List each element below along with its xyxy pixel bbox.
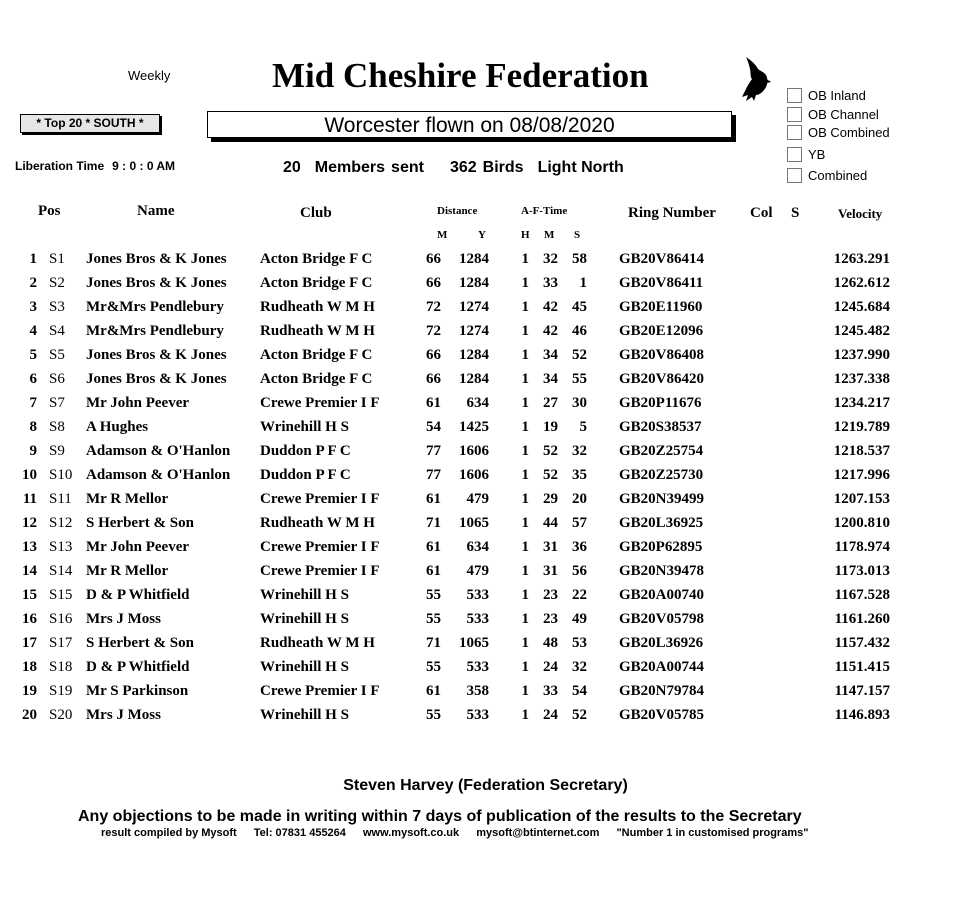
result-velocity: 1245.684 — [833, 299, 890, 315]
result-name: Mrs J Moss — [86, 611, 161, 627]
table-row — [0, 395, 971, 419]
result-distance-y: 533 — [466, 707, 489, 723]
result-velocity: 1157.432 — [834, 635, 890, 651]
result-velocity: 1217.996 — [833, 467, 890, 483]
result-ring: GB20N39478 — [619, 563, 705, 579]
result-aft-m: 31 — [543, 539, 558, 555]
result-velocity: 1146.893 — [834, 707, 890, 723]
credit-email: mysoft@btinternet.com — [476, 827, 600, 839]
result-distance-m: 77 — [426, 467, 441, 483]
result-distance-m: 66 — [426, 251, 441, 267]
result-velocity: 1173.013 — [834, 563, 890, 579]
result-pos: 12 — [22, 515, 37, 531]
result-aft-h: 1 — [521, 635, 529, 651]
table-row — [0, 371, 971, 395]
race-summary — [283, 159, 624, 177]
result-name: Mr R Mellor — [86, 563, 169, 579]
table-row — [0, 299, 971, 323]
result-club: Crewe Premier I F — [260, 395, 380, 411]
result-name: Adamson & O'Hanlon — [86, 443, 231, 459]
result-club: Crewe Premier I F — [260, 491, 380, 507]
option-label: OB Combined — [808, 125, 890, 140]
result-distance-y: 533 — [466, 587, 489, 603]
table-row — [0, 563, 971, 587]
result-aft-h: 1 — [521, 587, 529, 603]
option-combined[interactable] — [787, 168, 867, 183]
result-club: Acton Bridge F C — [260, 251, 373, 267]
result-aft-h: 1 — [521, 539, 529, 555]
result-club: Wrinehill H S — [260, 707, 349, 723]
col-header-distance: Distance — [437, 205, 478, 217]
result-ring: GB20S38537 — [619, 419, 702, 435]
col-header-aft-h: H — [521, 229, 530, 241]
table-row — [0, 323, 971, 347]
option-label: YB — [808, 147, 826, 162]
result-aft-m: 34 — [543, 371, 558, 387]
result-name: S Herbert & Son — [86, 515, 194, 531]
table-row — [0, 683, 971, 707]
col-header-distance-y: Y — [478, 229, 486, 241]
result-aft-m: 23 — [543, 611, 558, 627]
result-distance-m: 55 — [426, 587, 441, 603]
result-ring: GB20V05798 — [619, 611, 705, 627]
result-pos: 14 — [22, 563, 37, 579]
result-velocity: 1245.482 — [833, 323, 890, 339]
result-velocity: 1237.990 — [833, 347, 890, 363]
result-pos: 5 — [29, 347, 37, 363]
result-aft-m: 29 — [543, 491, 558, 507]
result-pos: 15 — [22, 587, 37, 603]
result-aft-h: 1 — [521, 563, 529, 579]
result-name: Jones Bros & K Jones — [86, 275, 227, 291]
col-header-club: Club — [300, 205, 332, 221]
result-aft-h: 1 — [521, 467, 529, 483]
result-distance-m: 55 — [426, 659, 441, 675]
result-velocity: 1234.217 — [833, 395, 890, 411]
result-name: A Hughes — [86, 419, 149, 435]
result-velocity: 1207.153 — [833, 491, 890, 507]
result-aft-h: 1 — [521, 611, 529, 627]
result-seq: S6 — [49, 371, 65, 387]
result-aft-s: 53 — [572, 635, 587, 651]
checkbox-icon[interactable] — [787, 88, 802, 103]
table-row — [0, 635, 971, 659]
result-aft-h: 1 — [521, 371, 529, 387]
result-pos: 4 — [29, 323, 37, 339]
result-distance-m: 66 — [426, 275, 441, 291]
members-label: Members — [314, 159, 386, 176]
result-seq: S1 — [49, 251, 65, 267]
option-label: Combined — [808, 168, 868, 183]
result-seq: S9 — [49, 443, 65, 459]
result-aft-s: 58 — [572, 251, 587, 267]
result-distance-y: 533 — [466, 611, 489, 627]
col-header-pos: Pos — [38, 203, 61, 219]
option-label: OB Channel — [808, 107, 879, 122]
result-distance-y: 1274 — [459, 299, 489, 315]
col-header-sex: S — [791, 205, 800, 221]
result-velocity: 1263.291 — [833, 251, 890, 267]
result-velocity: 1151.415 — [834, 659, 890, 675]
col-header-col: Col — [750, 205, 773, 221]
result-aft-s: 30 — [572, 395, 587, 411]
result-aft-h: 1 — [521, 491, 529, 507]
result-name: Adamson & O'Hanlon — [86, 467, 231, 483]
result-distance-y: 1284 — [459, 371, 489, 387]
result-velocity: 1147.157 — [834, 683, 890, 699]
result-name: Mrs J Moss — [86, 707, 161, 723]
result-distance-m: 55 — [426, 707, 441, 723]
credit-slogan: "Number 1 in customised programs" — [616, 827, 809, 839]
option-ob-channel[interactable] — [787, 107, 879, 122]
result-club: Wrinehill H S — [260, 419, 349, 435]
table-row — [0, 515, 971, 539]
result-ring: GB20V86420 — [619, 371, 705, 387]
result-aft-h: 1 — [521, 395, 529, 411]
credit-web: www.mysoft.co.uk — [362, 827, 460, 839]
result-aft-s: 57 — [572, 515, 587, 531]
result-name: Jones Bros & K Jones — [86, 371, 227, 387]
result-distance-y: 479 — [466, 563, 489, 579]
result-aft-s: 49 — [572, 611, 587, 627]
table-row — [0, 491, 971, 515]
result-ring: GB20E11960 — [619, 299, 703, 315]
result-aft-s: 52 — [572, 707, 587, 723]
result-aft-h: 1 — [521, 323, 529, 339]
table-row — [0, 587, 971, 611]
result-distance-m: 61 — [426, 395, 441, 411]
result-club: Crewe Premier I F — [260, 539, 380, 555]
result-ring: GB20V86408 — [619, 347, 705, 363]
result-ring: GB20L36925 — [619, 515, 704, 531]
table-row — [0, 707, 971, 731]
birds-count: 362 — [449, 159, 477, 176]
result-distance-m: 77 — [426, 443, 441, 459]
result-distance-m: 72 — [426, 323, 441, 339]
result-aft-h: 1 — [521, 683, 529, 699]
result-distance-y: 358 — [466, 683, 489, 699]
result-distance-y: 1274 — [459, 323, 489, 339]
result-aft-m: 34 — [543, 347, 558, 363]
result-distance-y: 1425 — [459, 419, 489, 435]
result-name: Mr John Peever — [86, 539, 190, 555]
members-count: 20 — [283, 159, 301, 176]
option-ob-combined[interactable] — [787, 125, 890, 140]
result-distance-m: 71 — [426, 515, 441, 531]
result-velocity: 1167.528 — [834, 587, 890, 603]
result-club: Wrinehill H S — [260, 611, 349, 627]
result-aft-s: 32 — [572, 659, 587, 675]
result-velocity: 1262.612 — [833, 275, 890, 291]
sent-label: sent — [391, 159, 424, 176]
result-ring: GB20N79784 — [619, 683, 705, 699]
result-name: S Herbert & Son — [86, 635, 194, 651]
option-yb[interactable] — [787, 147, 825, 162]
col-header-velocity: Velocity — [838, 206, 883, 221]
result-ring: GB20P11676 — [619, 395, 702, 411]
result-name: Mr S Parkinson — [86, 683, 189, 699]
result-aft-h: 1 — [521, 347, 529, 363]
result-distance-y: 634 — [466, 395, 489, 411]
result-seq: S14 — [49, 563, 73, 579]
result-ring: GB20V86414 — [619, 251, 705, 267]
result-aft-s: 52 — [572, 347, 587, 363]
result-club: Rudheath W M H — [260, 299, 375, 315]
result-club: Wrinehill H S — [260, 587, 349, 603]
result-club: Rudheath W M H — [260, 515, 375, 531]
result-pos: 10 — [22, 467, 37, 483]
result-name: Jones Bros & K Jones — [86, 251, 227, 267]
result-aft-h: 1 — [521, 707, 529, 723]
table-row — [0, 467, 971, 491]
result-aft-h: 1 — [521, 251, 529, 267]
result-distance-y: 533 — [466, 659, 489, 675]
col-header-ring: Ring Number — [628, 205, 716, 221]
page-title: Mid Cheshire Federation — [272, 56, 649, 95]
checkbox-icon[interactable] — [787, 168, 802, 183]
result-distance-m: 66 — [426, 347, 441, 363]
result-aft-m: 24 — [543, 659, 558, 675]
result-club: Duddon P F C — [260, 443, 351, 459]
result-aft-h: 1 — [521, 299, 529, 315]
liberation-time — [15, 159, 175, 173]
credits-line — [101, 827, 822, 839]
result-distance-y: 1065 — [459, 635, 489, 651]
table-row — [0, 275, 971, 299]
result-distance-m: 72 — [426, 299, 441, 315]
result-seq: S18 — [49, 659, 73, 675]
table-row — [0, 611, 971, 635]
result-aft-s: 1 — [579, 275, 587, 291]
result-aft-h: 1 — [521, 275, 529, 291]
result-pos: 7 — [29, 395, 37, 411]
result-aft-m: 52 — [543, 467, 558, 483]
result-club: Acton Bridge F C — [260, 371, 373, 387]
result-club: Crewe Premier I F — [260, 563, 380, 579]
result-ring: GB20N39499 — [619, 491, 705, 507]
table-row — [0, 251, 971, 275]
option-ob-inland[interactable] — [787, 88, 866, 103]
result-pos: 9 — [29, 443, 37, 459]
result-seq: S2 — [49, 275, 65, 291]
result-velocity: 1237.338 — [833, 371, 890, 387]
result-distance-y: 1606 — [459, 443, 489, 459]
result-aft-s: 46 — [572, 323, 587, 339]
result-velocity: 1178.974 — [834, 539, 890, 555]
result-distance-y: 634 — [466, 539, 489, 555]
result-distance-y: 479 — [466, 491, 489, 507]
result-distance-m: 61 — [426, 683, 441, 699]
result-pos: 20 — [22, 707, 37, 723]
result-aft-m: 44 — [543, 515, 558, 531]
result-ring: GB20P62895 — [619, 539, 703, 555]
result-distance-y: 1284 — [459, 275, 489, 291]
result-ring: GB20V05785 — [619, 707, 705, 723]
result-name: Mr R Mellor — [86, 491, 169, 507]
result-seq: S5 — [49, 347, 65, 363]
result-seq: S17 — [49, 635, 73, 651]
checkbox-icon[interactable] — [787, 107, 802, 122]
table-row — [0, 347, 971, 371]
result-velocity: 1161.260 — [834, 611, 890, 627]
result-aft-s: 35 — [572, 467, 587, 483]
col-header-aft-m: M — [544, 229, 555, 241]
option-label: OB Inland — [808, 88, 866, 103]
result-name: Mr&Mrs Pendlebury — [86, 323, 224, 339]
result-aft-s: 54 — [572, 683, 587, 699]
result-distance-m: 55 — [426, 611, 441, 627]
credit-compiled: result compiled by Mysoft — [101, 827, 237, 839]
result-seq: S7 — [49, 395, 65, 411]
result-aft-s: 36 — [572, 539, 587, 555]
result-pos: 11 — [22, 491, 37, 507]
result-aft-m: 48 — [543, 635, 558, 651]
result-pos: 16 — [22, 611, 37, 627]
result-name: Mr&Mrs Pendlebury — [86, 299, 224, 315]
result-aft-m: 31 — [543, 563, 558, 579]
checkbox-icon[interactable] — [787, 147, 802, 162]
result-ring: GB20V86411 — [619, 275, 704, 291]
result-pos: 2 — [29, 275, 37, 291]
result-seq: S8 — [49, 419, 65, 435]
result-ring: GB20Z25754 — [619, 443, 704, 459]
result-distance-y: 1284 — [459, 251, 489, 267]
col-header-distance-m: M — [437, 229, 448, 241]
result-club: Acton Bridge F C — [260, 275, 373, 291]
col-header-aft-s: S — [574, 229, 581, 241]
result-seq: S12 — [49, 515, 73, 531]
result-distance-m: 71 — [426, 635, 441, 651]
result-aft-s: 20 — [572, 491, 587, 507]
result-aft-m: 27 — [543, 395, 558, 411]
col-header-name: Name — [137, 203, 175, 219]
result-aft-m: 42 — [543, 299, 558, 315]
checkbox-icon[interactable] — [787, 125, 802, 140]
result-seq: S15 — [49, 587, 73, 603]
table-row — [0, 539, 971, 563]
table-row — [0, 443, 971, 467]
result-aft-m: 24 — [543, 707, 558, 723]
secretary-signature: Steven Harvey (Federation Secretary) — [343, 777, 628, 794]
result-club: Crewe Premier I F — [260, 683, 380, 699]
result-seq: S13 — [49, 539, 73, 555]
result-aft-s: 22 — [572, 587, 587, 603]
result-club: Rudheath W M H — [260, 635, 375, 651]
result-seq: S10 — [49, 467, 73, 483]
result-seq: S11 — [49, 491, 72, 507]
result-club: Rudheath W M H — [260, 323, 375, 339]
liberation-value: 9 : 0 : 0 AM — [112, 159, 176, 173]
result-pos: 8 — [29, 419, 37, 435]
table-row — [0, 419, 971, 443]
result-pos: 17 — [22, 635, 37, 651]
result-club: Acton Bridge F C — [260, 347, 373, 363]
result-distance-m: 66 — [426, 371, 441, 387]
result-aft-m: 19 — [543, 419, 558, 435]
wind-direction: Light North — [537, 159, 624, 176]
result-aft-s: 55 — [572, 371, 587, 387]
result-name: D & P Whitfield — [86, 587, 190, 603]
result-pos: 6 — [29, 371, 37, 387]
result-aft-s: 45 — [572, 299, 587, 315]
birds-label: Birds — [482, 159, 524, 176]
result-velocity: 1200.810 — [833, 515, 890, 531]
result-ring: GB20E12096 — [619, 323, 704, 339]
result-aft-h: 1 — [521, 515, 529, 531]
result-pos: 13 — [22, 539, 37, 555]
credit-tel: Tel: 07831 455264 — [253, 827, 346, 839]
liberation-label: Liberation Time — [15, 159, 105, 173]
result-distance-m: 61 — [426, 563, 441, 579]
result-ring: GB20Z25730 — [619, 467, 704, 483]
result-aft-m: 32 — [543, 251, 558, 267]
result-aft-m: 33 — [543, 275, 558, 291]
result-seq: S20 — [49, 707, 73, 723]
pigeon-icon — [738, 55, 772, 103]
result-name: Mr John Peever — [86, 395, 190, 411]
result-aft-m: 33 — [543, 683, 558, 699]
race-title-box: Worcester flown on 08/08/2020 — [207, 111, 732, 138]
result-aft-m: 52 — [543, 443, 558, 459]
result-club: Duddon P F C — [260, 467, 351, 483]
result-name: D & P Whitfield — [86, 659, 190, 675]
result-seq: S19 — [49, 683, 73, 699]
result-aft-m: 23 — [543, 587, 558, 603]
weekly-label: Weekly — [128, 68, 171, 83]
result-pos: 19 — [22, 683, 37, 699]
result-distance-y: 1065 — [459, 515, 489, 531]
result-aft-m: 42 — [543, 323, 558, 339]
result-aft-s: 56 — [572, 563, 587, 579]
result-aft-h: 1 — [521, 419, 529, 435]
result-aft-h: 1 — [521, 443, 529, 459]
result-velocity: 1219.789 — [833, 419, 890, 435]
result-ring: GB20L36926 — [619, 635, 704, 651]
col-header-aft: A-F-Time — [521, 205, 568, 217]
result-seq: S16 — [49, 611, 73, 627]
result-aft-h: 1 — [521, 659, 529, 675]
result-aft-s: 5 — [579, 419, 587, 435]
result-distance-m: 54 — [426, 419, 441, 435]
result-distance-y: 1284 — [459, 347, 489, 363]
result-distance-y: 1606 — [459, 467, 489, 483]
result-distance-m: 61 — [426, 491, 441, 507]
result-pos: 3 — [29, 299, 37, 315]
section-badge: * Top 20 * SOUTH * — [20, 114, 160, 133]
table-row — [0, 659, 971, 683]
result-seq: S3 — [49, 299, 65, 315]
result-seq: S4 — [49, 323, 65, 339]
result-aft-s: 32 — [572, 443, 587, 459]
result-pos: 1 — [29, 251, 37, 267]
result-pos: 18 — [22, 659, 37, 675]
result-velocity: 1218.537 — [833, 443, 890, 459]
result-distance-m: 61 — [426, 539, 441, 555]
result-ring: GB20A00740 — [619, 587, 705, 603]
result-club: Wrinehill H S — [260, 659, 349, 675]
result-name: Jones Bros & K Jones — [86, 347, 227, 363]
result-ring: GB20A00744 — [619, 659, 705, 675]
objections-notice: Any objections to be made in writing within 7 days of publication of the results to the Secretary — [78, 808, 802, 825]
